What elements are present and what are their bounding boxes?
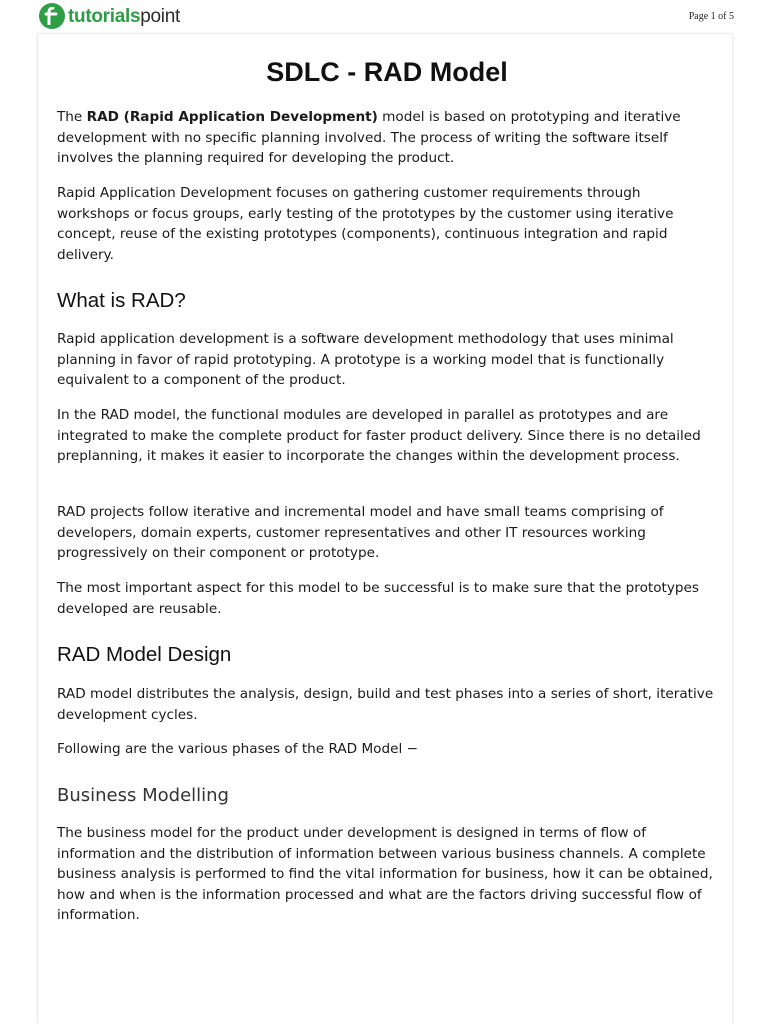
logo-wordmark [68, 7, 180, 26]
what-paragraph-1: Rapid application development is a software development methodology that uses minimal planning in favor of rapid prototyping. A prototype is a working model that is functionally equivalent to a component of the product. [57, 331, 674, 389]
heading-business-modelling: Business Modelling [57, 785, 229, 806]
intro-p1-bold: RAD (Rapid Application Development) [86, 109, 378, 125]
business-paragraph-1: The business model for the product under development is designed in terms of flow of information and the distribution of information between various business channels. A complete business analysis is performed to find the vital information for business, how it can be obtained, how and when is the information processed and what are the factors driving successful flow of information. [57, 825, 713, 924]
logo-text-secondary: point [140, 5, 180, 27]
heading-what-is-rad: What is RAD? [57, 289, 186, 312]
what-paragraph-3: RAD projects follow iterative and incremental model and have small teams comprising of developers, domain experts, customer representatives and other IT resources working progressively on their component or prototype. [57, 504, 664, 562]
intro-p1-suffix: model is based on prototyping and iterative development with no specific planning involved. The process of writing the software itself involves the planning required for developing the product. [57, 109, 681, 167]
tutorialspoint-logo-icon [39, 3, 65, 29]
page-header [0, 0, 768, 34]
page-title: SDLC - RAD Model [266, 57, 508, 87]
what-paragraph-4: The most important aspect for this model to be successful is to make sure that the prototypes developed are reusable. [57, 580, 699, 617]
site-logo[interactable] [39, 2, 180, 30]
what-paragraph-2: In the RAD model, the functional modules are developed in parallel as prototypes and are integrated to make the complete product for faster product delivery. Since there is no detailed preplanning, it makes it easier to incorporate the changes within the development process. [57, 407, 701, 465]
intro-paragraph-1 [57, 107, 717, 169]
heading-rad-model-design: RAD Model Design [57, 643, 232, 666]
logo-text-primary: tutorials [68, 5, 141, 27]
intro-paragraph-2: Rapid Application Development focuses on gathering customer requirements through workshops or focus groups, early testing of the prototypes by the customer using iterative concept, reuse of the existing prototypes (components), continuous integration and rapid delivery. [57, 185, 674, 263]
page-number: Page 1 of 5 [688, 11, 734, 22]
intro-p1-prefix: The [57, 109, 87, 125]
design-paragraph-1: RAD model distributes the analysis, design, build and test phases into a series of short, iterative development cycles. [57, 686, 714, 723]
design-paragraph-2: Following are the various phases of the RAD Model − [57, 741, 418, 757]
